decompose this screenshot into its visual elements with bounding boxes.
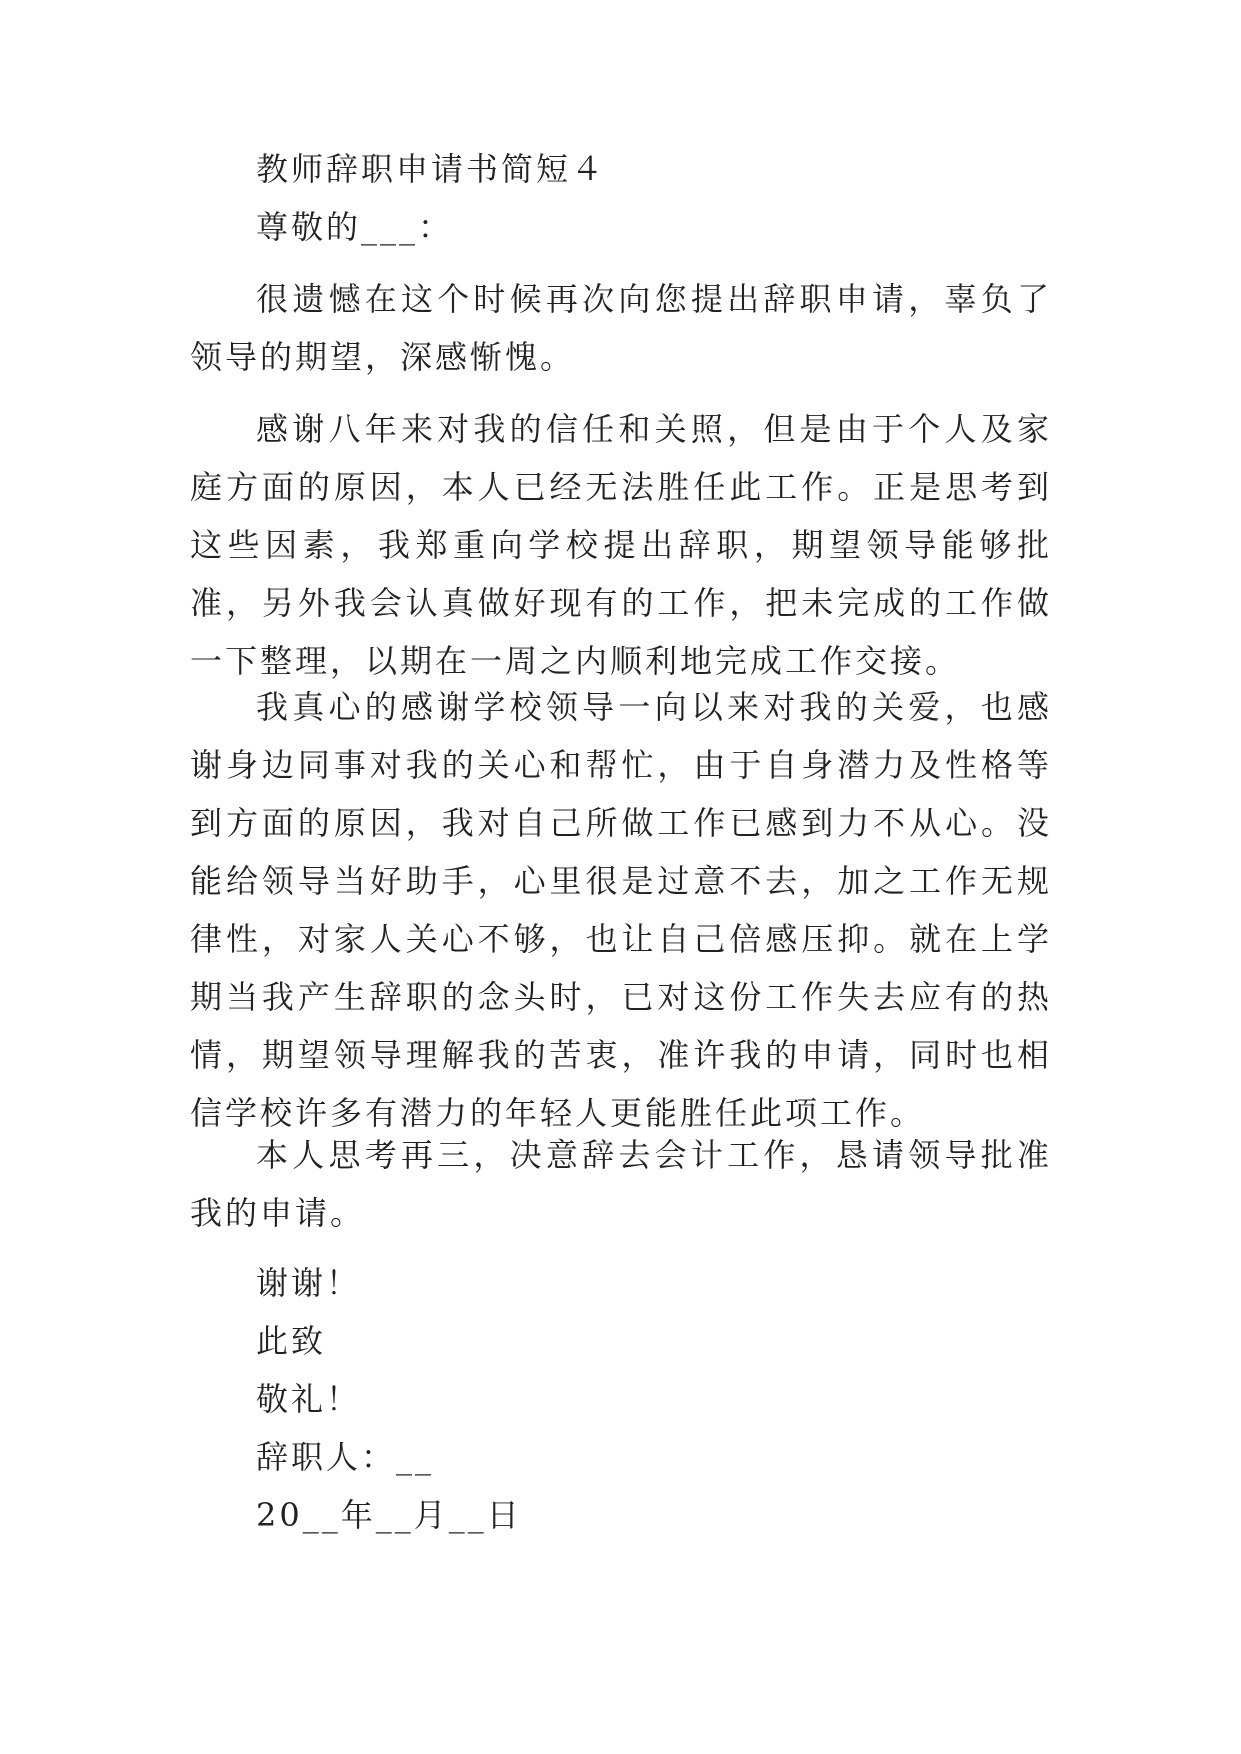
signer-line: 辞职人：__ — [256, 1438, 435, 1476]
closing-line-1: 此致 — [256, 1322, 327, 1360]
thanks-line: 谢谢！ — [256, 1264, 362, 1302]
closing-line-2: 敬礼！ — [256, 1380, 362, 1418]
salutation: 尊敬的___： — [256, 208, 454, 246]
document-title: 教师辞职申请书简短４ — [256, 150, 607, 188]
date-line: 20__年__月__日 — [256, 1496, 522, 1534]
paragraph-1: 很遗憾在这个时候再次向您提出辞职申请，辜负了领导的期望，深感惭愧。 — [190, 280, 1052, 376]
paragraph-4: 本人思考再三，决意辞去会计工作，恳请领导批准我的申请。 — [190, 1136, 1052, 1232]
paragraph-3: 我真心的感谢学校领导一向以来对我的关爱，也感谢身边同事对我的关心和帮忙，由于自身潜力及性格等到方面的原因，我对自己所做工作已感到力不从心。没能给领导当好助手，心里很是过意不去，加之工作无规律性，对家人关心不够，也让自己倍感压抑。就在上学期当我产生辞职的念头时，已对这份工作失去应有的热情，期望领导理解我的苦衷，准许我的申请，同时也相信学校许多有潜力的年轻人更能胜任此项工作。 — [190, 688, 1052, 1132]
paragraph-2: 感谢八年来对我的信任和关照，但是由于个人及家庭方面的原因，本人已经无法胜任此工作。正是思考到这些因素，我郑重向学校提出辞职，期望领导能够批准，另外我会认真做好现有的工作，把未完成的工作做一下整理，以期在一周之内顺利地完成工作交接。 — [190, 410, 1052, 680]
